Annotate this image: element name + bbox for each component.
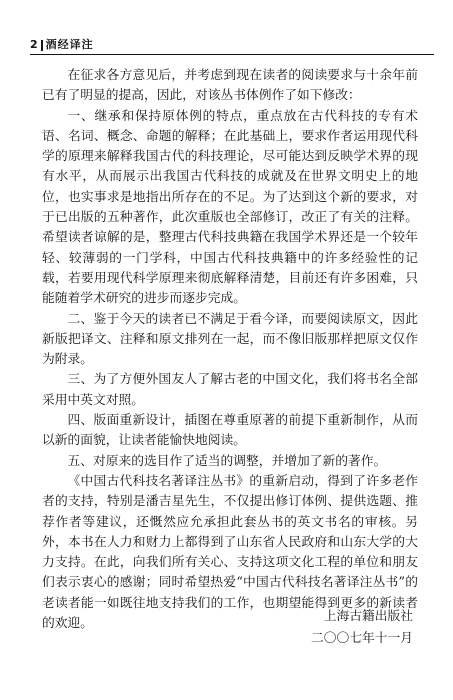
paragraph: 二、鉴于今天的读者已不满足于看今译，而要阅读原文，因此新版把译文、注释和原文排列在一起，而不像旧版那样把原文仅作为附录。 — [42, 311, 418, 368]
paragraph: 四、版面重新设计，插图在尊重原著的前提下重新制作，从而以新的面貌，让读者能愉快地阅读。 — [42, 413, 418, 449]
signature-date: 二〇〇七年十一月 — [311, 631, 413, 646]
publisher-name: 上海古籍出版社 — [323, 609, 413, 624]
paragraph: 三、为了方便外国友人了解古老的中国文化，我们将书名全部采用中英文对照。 — [42, 372, 418, 408]
paragraph: 在征求各方意见后，并考虑到现在读者的阅读要求与十余年前已有了明显的提高，因此，对该丛书体例作了如下修改： — [42, 68, 418, 104]
body-text — [42, 66, 418, 634]
paragraph: 五、对原来的选目作了适当的调整，并增加了新的著作。 — [67, 453, 387, 469]
paragraph: 《中国古代科技名著译注丛书》的重新启动，得到了许多老作者的支持，特别是潘吉星先生，不仅提出修订体例、提供选题、推荐作者等建议，还慨然应允承担此套丛书的英文书名的审核。另外，本书在人力和财力上都得到了山东省人民政府和山东大学的大力支持。在此，向我们所有关心、支持这项文化工程的单位和朋友们表示衷心的感谢；同时希望热爱“中国古代科技名著译注丛书”的老读者能一如既往地支持我们的工作，也期望能得到更多的新读者的欢迎。 — [42, 473, 418, 632]
running-header — [30, 38, 94, 52]
book-title: 酒经译注 — [45, 38, 94, 51]
signature-block — [273, 606, 413, 650]
header-rule — [30, 54, 434, 55]
header-divider — [41, 40, 43, 51]
page-number: 2 — [30, 38, 38, 51]
paragraph: 一、继承和保持原体例的特点，重点放在古代科技的专有术语、名词、概念、命题的解释；在此基础上，要求作者运用现代科学的原理来解释我国古代的科技理论，尽可能达到反映学术界的现有水平，从而展示出我国古代科技的成就及在世界文明史上的地位，也实事求是地指出所存在的不足。为了达到这个新的要求，对于已出版的五种著作，此次重版也全部修订，改正了有关的注释。希望读者谅解的是，整理古代科技典籍在我国学术界还是一个较年轻、较薄弱的一门学科，中国古代科技典籍中的许多经验性的记载，若要用现代科学原理来彻底解释清楚，目前还有许多困难，只能随着学术研究的进步而逐步完成。 — [42, 108, 418, 307]
